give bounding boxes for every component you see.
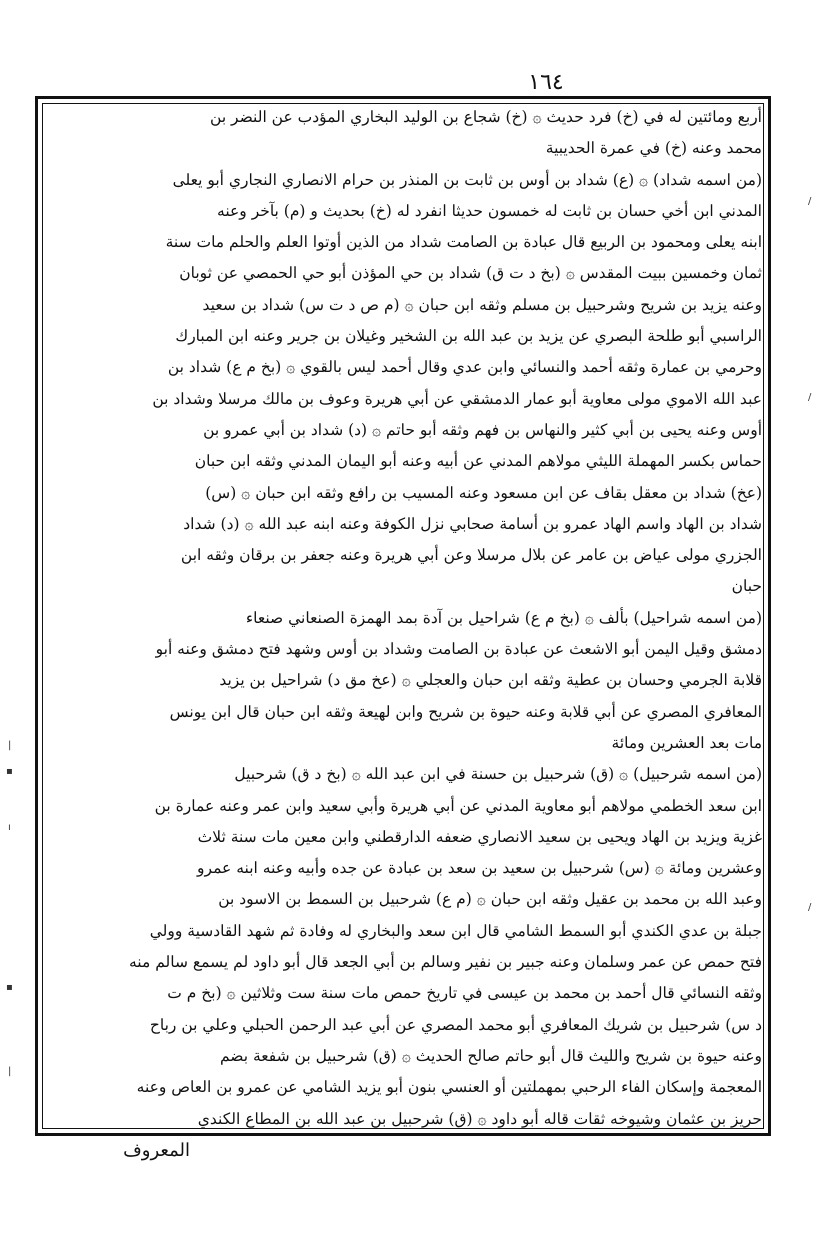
text-line: حريز بن عثمان وشيوخه ثقات قاله أبو داود ۞ (ق) شرحبيل بن عبد الله بن المطاع الكندي xyxy=(197,1109,762,1128)
margin-mark: / xyxy=(808,902,812,913)
text-line: وعنه يزيد بن شريح وشرحبيل بن مسلم وثقه ابن حبان ۞ (م ص د ت س) شداد بن سعيد xyxy=(202,295,762,314)
margin-mark: ı xyxy=(8,822,11,833)
text-line: وعبد الله بن محمد بن عقيل وثقه ابن حبان ۞ (م ع) شرحبيل بن السمط بن الاسود بن xyxy=(218,890,762,909)
main-text xyxy=(44,102,762,1135)
margin-mark: | xyxy=(8,1066,12,1077)
text-line: ابن سعد الخطمي مولاهم أبو معاوية المدني عن أبي هريرة وأبي سعيد وابن عمر وعنه عمارة بن xyxy=(154,796,762,815)
margin-mark: ▪ xyxy=(6,982,13,993)
margin-mark: / xyxy=(808,196,812,207)
text-line: وعشرين ومائة ۞ (س) شرحبيل بن سعيد بن سعد بن عبادة عن جده وأبيه وعنه ابنه عمرو xyxy=(197,859,762,878)
text-line: وحرمي بن عمارة وثقه أحمد والنسائي وابن عدي وقال أحمد ليس بالقوي ۞ (بخ م ع) شداد بن xyxy=(167,358,762,377)
text-line: مات بعد العشرين ومائة xyxy=(611,733,762,752)
page-number: ١٦٤ xyxy=(528,70,564,95)
text-line: جبلة بن عدي الكندي أبو السمط الشامي قال ابن سعد والبخاري له وفادة ثم شهد القادسية وولي xyxy=(149,921,762,940)
text-line: وعنه حيوة بن شريح والليث قال أبو حاتم صالح الحديث ۞ (ق) شرحبيل بن شفعة بضم xyxy=(219,1046,762,1065)
text-line: (من اسمه شداد) ۞ (ع) شداد بن أوس بن ثابت بن المنذر بن حرام الانصاري النجاري أبو يعلى xyxy=(172,170,762,189)
text-line: غزية ويزيد بن الهاد ويحيى بن سعيد الانصاري ضعفه الدارقطني وابن معين مات سنة ثلاث xyxy=(197,827,762,846)
text-line: قلابة الجرمي وحسان بن عطية وثقه ابن حبان والعجلي ۞ (عخ مق د) شراحيل بن يزيد xyxy=(219,671,762,690)
text-line: فتح حمص عن عمر وسلمان وعنه جبير بن نفير وسالم بن أبي الجعد قال أبو داود لم يسمع سالم منه xyxy=(128,953,762,972)
text-line: حماس بكسر المهملة الليثي مولاهم المدني عن أبيه وعنه أبو اليمان المدني وثقه ابن حبان xyxy=(194,452,762,471)
text-line: المدني ابن أخي حسان بن ثابت له خمسون حديثا انفرد له (خ) بحديث و (م) بآخر وعنه xyxy=(217,201,762,220)
text-line: المعافري المصري عن أبي قلابة وعنه حيوة بن شريح وابن لهيعة وثقه ابن حبان قال ابن يونس xyxy=(169,702,762,721)
margin-mark: | xyxy=(8,740,12,751)
text-line: حبان xyxy=(731,577,762,596)
text-line: (من اسمه شراحيل) بألف ۞ (بخ م ع) شراحيل بن آدة بمد الهمزة الصنعاني صنعاء xyxy=(245,608,762,627)
text-line: د س) شرحبيل بن شريك المعافري أبو محمد المصري عن أبي عبد الرحمن الحبلي وعلي بن رباح xyxy=(149,1015,762,1034)
text-line: (من اسمه شرحبيل) ۞ (ق) شرحبيل بن حسنة في ابن عبد الله ۞ (بخ د ق) شرحبيل xyxy=(234,765,762,784)
text-line: أربع ومائتين له في (خ) فرد حديث ۞ (خ) شجاع بن الوليد البخاري المؤدب عن النضر بن xyxy=(210,108,762,126)
catchword: المعروف xyxy=(123,1140,190,1161)
text-line: وثقه النسائي قال أحمد بن محمد بن عيسى في تاريخ حمص مات سنة ست وثلاثين ۞ (بخ م ت xyxy=(167,984,762,1003)
text-line: الجزري مولى عياض بن عامر عن بلال مرسلا وعن أبي هريرة وعنه جعفر بن برقان وثقه ابن xyxy=(180,546,762,565)
margin-mark: ▪ xyxy=(6,766,13,777)
text-line: ابنه يعلى ومحمود بن الربيع قال عبادة بن الصامت شداد من الذين أوتوا العلم والحلم مات سنة xyxy=(165,233,762,252)
text-line: ثمان وخمسين ببيت المقدس ۞ (بخ د ت ق) شداد بن حي المؤذن أبو حي الحمصي عن ثوبان xyxy=(179,264,762,283)
text-line: دمشق وقيل اليمن أبو الاشعث عن عبادة بن الصامت وشداد بن أوس وشهد فتح دمشق وعنه أبو xyxy=(155,640,762,659)
margin-mark: / xyxy=(808,392,812,403)
text-line: أوس وعنه يحيى بن أبي كثير والنهاس بن فهم وثقه أبو حاتم ۞ (د) شداد بن أبي عمرو بن xyxy=(203,420,762,439)
text-line: (عخ) شداد بن معقل بقاف عن ابن مسعود وعنه المسيب بن رافع وثقه ابن حبان ۞ (س) xyxy=(205,483,762,502)
text-line: شداد بن الهاد واسم الهاد عمرو بن أسامة صحابي نزل الكوفة وعنه ابنه عبد الله ۞ (د) شداد xyxy=(183,514,762,533)
text-line: عبد الله الاموي مولى معاوية أبو عمار الدمشقي عن أبي هريرة وعوف بن مالك مرسلا وشداد بن xyxy=(152,389,762,408)
text-line: المعجمة وإسكان الفاء الرحبي بمهملتين أو العنسي بنون أبو يزيد الشامي عن عمرو بن العاص وعنه xyxy=(136,1078,762,1097)
text-line: محمد وعنه (خ) في عمرة الحديبية xyxy=(545,139,762,158)
text-line: الراسبي أبو طلحة البصري عن يزيد بن عبد الله بن الشخير وغيلان بن جرير وعنه ابن المبارك xyxy=(175,327,762,346)
